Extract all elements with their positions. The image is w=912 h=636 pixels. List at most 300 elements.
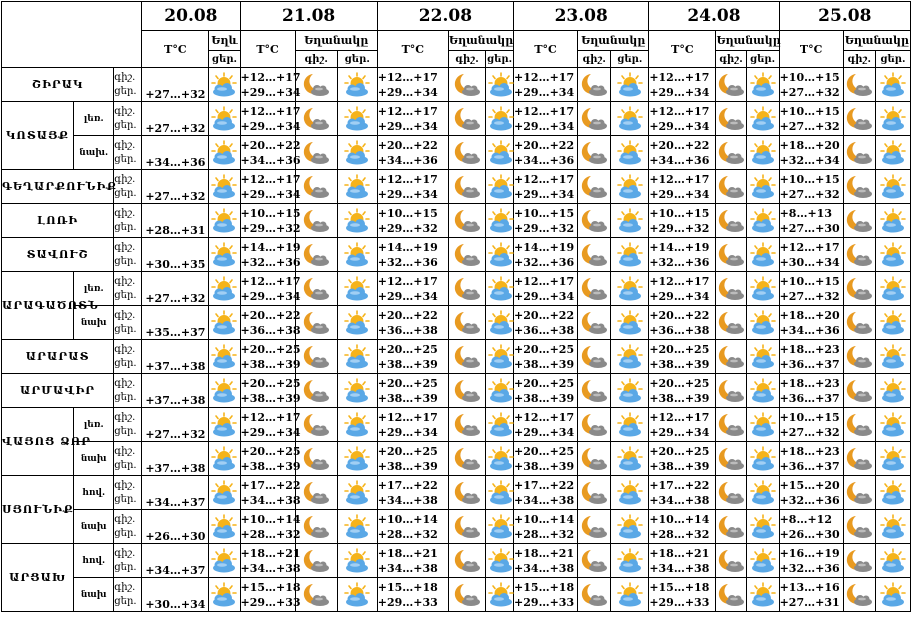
day-temp: +36…+38 — [240, 323, 301, 337]
day-header: ցեր. — [209, 51, 240, 68]
sun-cloud-icon — [615, 414, 645, 433]
night-temp: +20…+22 — [377, 138, 438, 152]
night-temp: +12…+17 — [514, 274, 575, 288]
day-temp: +34…+38 — [240, 561, 301, 575]
night-weather — [843, 340, 875, 374]
temp-range — [779, 476, 843, 510]
moon-cloud-icon — [579, 312, 609, 331]
temp-range — [779, 442, 843, 476]
date-header: 23.08 — [514, 2, 649, 31]
day-label: ցեր. — [114, 425, 137, 437]
temp-range — [240, 272, 301, 306]
temp-range — [514, 544, 578, 578]
day-temp: +27…+32 — [779, 119, 840, 133]
moon-cloud-icon — [716, 380, 746, 399]
night-temp: +20…+25 — [240, 376, 301, 390]
day-weather — [611, 170, 649, 204]
moon-cloud-icon — [301, 142, 331, 161]
night-weather — [295, 374, 337, 408]
subregion-label: լեռ. — [74, 272, 114, 306]
day-temp: +29…+33 — [377, 595, 438, 609]
day-weather — [875, 170, 910, 204]
moon-cloud-icon — [716, 550, 746, 569]
day-weather — [746, 578, 779, 612]
moon-cloud-icon — [844, 346, 874, 365]
day-weather — [611, 272, 649, 306]
night-temp: +10…+15 — [240, 206, 301, 220]
sun-cloud-icon — [748, 108, 778, 127]
region-row — [2, 510, 911, 544]
temp-range — [514, 136, 578, 170]
night-weather — [843, 442, 875, 476]
night-weather — [716, 578, 746, 612]
night-temp: +20…+25 — [649, 444, 710, 458]
day-temp: +28…+32 — [377, 527, 438, 541]
day-weather — [746, 102, 779, 136]
moon-cloud-icon — [301, 414, 331, 433]
sun-cloud-icon — [209, 278, 239, 297]
region-name: ՏԱՎՈՒՇ — [2, 238, 114, 272]
region-row — [2, 102, 911, 136]
night-weather — [716, 238, 746, 272]
temp-range — [514, 510, 578, 544]
sun-cloud-icon — [878, 176, 908, 195]
day-label: ցեր. — [114, 459, 137, 471]
temp-range — [240, 204, 301, 238]
day-weather — [337, 238, 377, 272]
day1-temp: +34…+36 — [142, 136, 209, 170]
night-day-labels — [114, 510, 142, 544]
night-temp: +20…+25 — [240, 444, 301, 458]
sun-cloud-icon — [209, 448, 239, 467]
day-temp: +29…+34 — [514, 85, 575, 99]
temp-range — [377, 408, 448, 442]
night-header: գիշ. — [295, 51, 337, 68]
day-temp: +29…+34 — [649, 119, 710, 133]
day-temp: +34…+36 — [779, 323, 840, 337]
moon-cloud-icon — [579, 108, 609, 127]
moon-cloud-icon — [452, 584, 482, 603]
weather-header: Եղև — [209, 31, 240, 51]
day-temp: +32…+36 — [779, 561, 840, 575]
night-temp: +20…+25 — [649, 376, 710, 390]
region-row — [2, 578, 911, 612]
date-header: 22.08 — [377, 2, 513, 31]
day-temp: +27…+32 — [779, 289, 840, 303]
night-temp: +14…+19 — [240, 240, 301, 254]
night-temp: +12…+17 — [240, 274, 301, 288]
moon-cloud-icon — [844, 516, 874, 535]
day-temp: +38…+39 — [240, 357, 301, 371]
sun-cloud-icon — [878, 74, 908, 93]
temp-range — [514, 374, 578, 408]
night-weather — [578, 136, 611, 170]
temp-range — [240, 170, 301, 204]
night-temp: +12…+17 — [649, 410, 710, 424]
day-header: ցեր. — [486, 51, 514, 68]
day-weather — [746, 340, 779, 374]
night-weather — [578, 68, 611, 102]
night-temp: +12…+17 — [240, 410, 301, 424]
sun-cloud-icon — [878, 414, 908, 433]
region-name: ՍՅՈՒՆԻՔ — [2, 476, 74, 544]
day-header: ցեր. — [337, 51, 377, 68]
night-weather — [448, 544, 485, 578]
temp-range — [649, 544, 716, 578]
night-temp: +17…+22 — [514, 478, 575, 492]
temp-range — [240, 510, 301, 544]
day-label: ցեր. — [114, 527, 137, 539]
sun-cloud-icon — [209, 346, 239, 365]
temp-range — [240, 442, 301, 476]
temp-range — [649, 102, 716, 136]
day-label: ցեր. — [114, 255, 137, 267]
day-weather — [875, 272, 910, 306]
moon-cloud-icon — [301, 516, 331, 535]
night-temp: +16…+19 — [779, 546, 840, 560]
sun-cloud-icon — [209, 108, 239, 127]
night-weather — [295, 170, 337, 204]
night-label: գիշ. — [114, 309, 136, 321]
temp-range — [779, 68, 843, 102]
moon-cloud-icon — [844, 414, 874, 433]
night-temp: +12…+17 — [377, 70, 438, 84]
sun-cloud-icon — [748, 74, 778, 93]
night-temp: +18…+21 — [377, 546, 438, 560]
day-weather — [875, 476, 910, 510]
temp-range — [377, 544, 448, 578]
night-day-labels — [114, 238, 142, 272]
night-temp: +20…+25 — [377, 444, 438, 458]
sun-cloud-icon — [342, 448, 372, 467]
date-header: 20.08 — [142, 2, 240, 31]
temp-range — [779, 408, 843, 442]
day-weather — [337, 340, 377, 374]
temp-range — [240, 374, 301, 408]
day-temp: +34…+36 — [240, 153, 301, 167]
sun-cloud-icon — [209, 516, 239, 535]
day-weather — [486, 68, 514, 102]
moon-cloud-icon — [579, 210, 609, 229]
day-weather — [875, 510, 910, 544]
day-temp: +29…+34 — [377, 85, 438, 99]
subregion-label: նախ — [74, 442, 114, 476]
day-label: ցեր. — [114, 561, 137, 573]
day-weather — [746, 476, 779, 510]
temp-range — [649, 476, 716, 510]
night-weather — [578, 102, 611, 136]
day-temp: +38…+39 — [649, 391, 710, 405]
day-temp: +36…+37 — [779, 459, 840, 473]
temp-range — [377, 102, 448, 136]
day1-temp: +30…+34 — [142, 578, 209, 612]
night-temp: +12…+17 — [377, 104, 438, 118]
day-label: ցեր. — [114, 289, 137, 301]
night-weather — [843, 578, 875, 612]
sun-cloud-icon — [209, 244, 239, 263]
night-weather — [295, 578, 337, 612]
weather-header: Եղանակը — [716, 31, 779, 51]
day-weather — [611, 340, 649, 374]
moon-cloud-icon — [452, 448, 482, 467]
sun-cloud-icon — [486, 550, 516, 569]
sun-cloud-icon — [878, 210, 908, 229]
night-temp: +14…+19 — [377, 240, 438, 254]
moon-cloud-icon — [579, 74, 609, 93]
sun-cloud-icon — [342, 312, 372, 331]
day-temp: +29…+33 — [240, 595, 301, 609]
day1-temp: +27…+32 — [142, 68, 209, 102]
temp-range — [649, 408, 716, 442]
day-temp: +30…+34 — [779, 255, 840, 269]
day1-temp: +34…+37 — [142, 476, 209, 510]
night-day-labels — [114, 408, 142, 442]
region-row — [2, 170, 911, 204]
temp-header: T°C — [649, 31, 716, 68]
night-temp: +15…+18 — [649, 580, 710, 594]
temp-range — [377, 306, 448, 340]
night-weather — [716, 340, 746, 374]
temp-range — [779, 510, 843, 544]
moon-cloud-icon — [716, 108, 746, 127]
day-temp: +29…+34 — [649, 289, 710, 303]
day-weather — [486, 204, 514, 238]
night-weather — [578, 408, 611, 442]
night-label: գիշ. — [114, 173, 136, 185]
night-weather — [448, 306, 485, 340]
night-weather — [295, 238, 337, 272]
day1-temp: +35…+37 — [142, 306, 209, 340]
night-weather — [448, 510, 485, 544]
night-day-labels — [114, 170, 142, 204]
temp-range — [377, 136, 448, 170]
day1-weather — [209, 102, 240, 136]
forecast-table-body — [2, 2, 911, 612]
day-weather — [611, 578, 649, 612]
night-temp: +10…+15 — [779, 172, 840, 186]
day-temp: +36…+37 — [779, 357, 840, 371]
day-temp: +29…+34 — [240, 187, 301, 201]
night-temp: +10…+15 — [377, 206, 438, 220]
day-header: ցեր. — [746, 51, 779, 68]
date-header: 24.08 — [649, 2, 779, 31]
night-header: գիշ. — [716, 51, 746, 68]
sun-cloud-icon — [615, 244, 645, 263]
temp-range — [779, 272, 843, 306]
moon-cloud-icon — [844, 380, 874, 399]
moon-cloud-icon — [452, 210, 482, 229]
temp-range — [240, 68, 301, 102]
weather-header: Եղանակը — [295, 31, 377, 51]
day-temp: +34…+36 — [514, 153, 575, 167]
moon-cloud-icon — [579, 414, 609, 433]
sun-cloud-icon — [748, 482, 778, 501]
day1-temp: +37…+38 — [142, 442, 209, 476]
day-temp: +29…+34 — [377, 187, 438, 201]
day-weather — [611, 544, 649, 578]
night-weather — [295, 204, 337, 238]
night-temp: +15…+20 — [779, 478, 840, 492]
night-weather — [578, 238, 611, 272]
night-weather — [295, 102, 337, 136]
temp-range — [377, 374, 448, 408]
night-temp: +20…+22 — [240, 138, 301, 152]
day-weather — [486, 238, 514, 272]
night-weather — [843, 306, 875, 340]
sun-cloud-icon — [342, 584, 372, 603]
day-weather — [337, 374, 377, 408]
night-header: գիշ. — [843, 51, 875, 68]
sun-cloud-icon — [878, 346, 908, 365]
temp-range — [240, 102, 301, 136]
moon-cloud-icon — [716, 346, 746, 365]
night-weather — [295, 544, 337, 578]
night-temp: +14…+19 — [514, 240, 575, 254]
night-weather — [716, 204, 746, 238]
day-temp: +34…+38 — [514, 561, 575, 575]
temp-range — [514, 238, 578, 272]
moon-cloud-icon — [452, 108, 482, 127]
sun-cloud-icon — [615, 312, 645, 331]
day-temp: +29…+34 — [649, 425, 710, 439]
day-header: ցեր. — [611, 51, 649, 68]
night-header: գիշ. — [578, 51, 611, 68]
night-temp: +15…+18 — [514, 580, 575, 594]
night-temp: +20…+25 — [514, 444, 575, 458]
night-weather — [716, 476, 746, 510]
night-label: գիշ. — [114, 547, 136, 559]
day-weather — [746, 374, 779, 408]
temp-header: T°C — [142, 31, 209, 68]
day-weather — [337, 68, 377, 102]
temp-range — [514, 68, 578, 102]
day-temp: +38…+39 — [377, 357, 438, 371]
day-temp: +29…+32 — [377, 221, 438, 235]
night-temp: +18…+23 — [779, 444, 840, 458]
subregion-label: նախ — [74, 510, 114, 544]
night-day-labels — [114, 204, 142, 238]
day-weather — [337, 408, 377, 442]
sun-cloud-icon — [615, 176, 645, 195]
night-day-labels — [114, 476, 142, 510]
moon-cloud-icon — [844, 550, 874, 569]
moon-cloud-icon — [716, 74, 746, 93]
night-weather — [578, 306, 611, 340]
temp-range — [514, 102, 578, 136]
night-weather — [295, 136, 337, 170]
region-row — [2, 204, 911, 238]
temp-range — [514, 204, 578, 238]
day1-weather — [209, 340, 240, 374]
day-weather — [337, 136, 377, 170]
region-name: ԱՐՑԱԽ — [2, 544, 74, 612]
temp-range — [240, 306, 301, 340]
night-temp: +8…+13 — [779, 206, 832, 220]
night-weather — [295, 408, 337, 442]
night-weather — [578, 374, 611, 408]
night-temp: +18…+23 — [779, 342, 840, 356]
night-temp: +12…+17 — [240, 172, 301, 186]
day-weather — [611, 476, 649, 510]
day1-weather — [209, 136, 240, 170]
moon-cloud-icon — [844, 584, 874, 603]
night-day-labels — [114, 272, 142, 306]
moon-cloud-icon — [844, 210, 874, 229]
temp-range — [377, 476, 448, 510]
day-weather — [746, 306, 779, 340]
sun-cloud-icon — [486, 312, 516, 331]
day-temp: +29…+34 — [514, 187, 575, 201]
temp-range — [779, 544, 843, 578]
day-weather — [875, 136, 910, 170]
night-temp: +17…+22 — [377, 478, 438, 492]
region-name: ՇԻՐԱԿ — [2, 68, 114, 102]
day1-temp: +30…+35 — [142, 238, 209, 272]
sun-cloud-icon — [342, 414, 372, 433]
sun-cloud-icon — [209, 142, 239, 161]
day-weather — [486, 136, 514, 170]
sun-cloud-icon — [748, 380, 778, 399]
sun-cloud-icon — [486, 346, 516, 365]
sun-cloud-icon — [615, 380, 645, 399]
sun-cloud-icon — [342, 550, 372, 569]
day-weather — [875, 544, 910, 578]
night-day-labels — [114, 544, 142, 578]
day-weather — [337, 578, 377, 612]
moon-cloud-icon — [844, 176, 874, 195]
day-label: ցեր. — [114, 187, 137, 199]
day-temp: +36…+38 — [514, 323, 575, 337]
day-temp: +28…+32 — [240, 527, 301, 541]
night-weather — [448, 374, 485, 408]
night-temp: +20…+25 — [649, 342, 710, 356]
night-weather — [843, 374, 875, 408]
night-weather — [448, 272, 485, 306]
day1-temp: +37…+38 — [142, 374, 209, 408]
night-temp: +13…+16 — [779, 580, 840, 594]
night-temp: +18…+23 — [779, 376, 840, 390]
temp-range — [649, 272, 716, 306]
night-weather — [448, 340, 485, 374]
night-label: գիշ. — [114, 207, 136, 219]
temp-range — [377, 238, 448, 272]
night-temp: +12…+17 — [514, 172, 575, 186]
region-name: ՎԱՅՈՑ ՁՈՐ — [2, 408, 74, 476]
day-temp: +27…+31 — [779, 595, 840, 609]
sun-cloud-icon — [342, 380, 372, 399]
region-row — [2, 306, 911, 340]
day-temp: +38…+39 — [514, 357, 575, 371]
temp-range — [514, 442, 578, 476]
region-row — [2, 374, 911, 408]
sun-cloud-icon — [878, 278, 908, 297]
sun-cloud-icon — [486, 210, 516, 229]
night-header: գիշ. — [448, 51, 485, 68]
night-temp: +20…+25 — [514, 342, 575, 356]
subregion-label: նախ — [74, 306, 114, 340]
sun-cloud-icon — [748, 346, 778, 365]
day-weather — [337, 510, 377, 544]
day-weather — [337, 306, 377, 340]
night-day-labels — [114, 68, 142, 102]
day-temp: +32…+36 — [240, 255, 301, 269]
day-weather — [746, 510, 779, 544]
night-temp: +18…+21 — [240, 546, 301, 560]
day1-temp: +27…+32 — [142, 272, 209, 306]
day-weather — [746, 68, 779, 102]
day-weather — [875, 340, 910, 374]
day1-weather — [209, 68, 240, 102]
